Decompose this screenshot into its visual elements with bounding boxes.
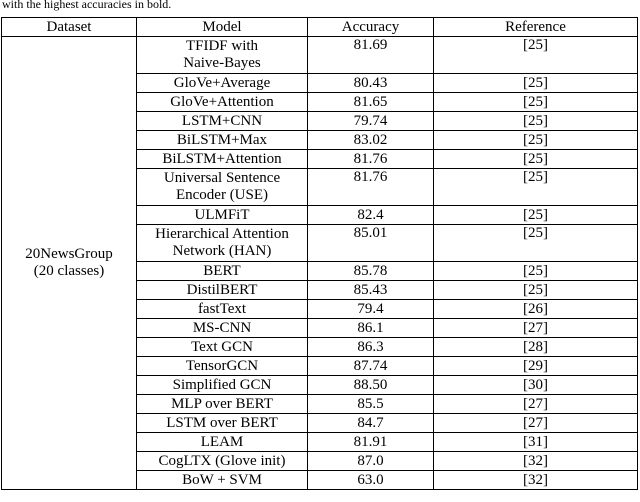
model-cell [137, 357, 308, 376]
reference-cell [434, 262, 638, 281]
model-cell [137, 225, 308, 262]
accuracy-cell [308, 338, 434, 357]
model-name: MLP over BERT [171, 395, 273, 412]
results-table [1, 17, 638, 490]
reference-cell [434, 414, 638, 433]
model-name: LEAM [200, 433, 244, 450]
accuracy-cell [308, 452, 434, 471]
reference-value: [25] [523, 169, 548, 185]
reference-value: [30] [523, 376, 548, 393]
accuracy-value: 81.65 [353, 93, 388, 110]
reference-cell [434, 319, 638, 338]
model-cell [137, 169, 308, 206]
accuracy-cell [308, 225, 434, 262]
accuracy-cell [308, 169, 434, 206]
header-reference: Reference [434, 18, 638, 37]
reference-cell [434, 112, 638, 131]
reference-value: [25] [523, 150, 548, 167]
reference-cell [434, 452, 638, 471]
accuracy-value: 82.4 [357, 206, 384, 223]
accuracy-cell [308, 150, 434, 169]
accuracy-cell [308, 131, 434, 150]
reference-cell [434, 37, 638, 74]
accuracy-value: 81.91 [353, 433, 388, 450]
model-cell [137, 338, 308, 357]
model-cell [137, 74, 308, 93]
model-name: BiLSTM+Attention [162, 150, 282, 167]
model-name: BiLSTM+Max [176, 131, 268, 148]
reference-value: [26] [523, 300, 548, 317]
reference-cell [434, 225, 638, 262]
accuracy-cell [308, 112, 434, 131]
accuracy-value: 84.7 [357, 414, 384, 431]
model-name: ULMFiT [194, 206, 250, 223]
model-name-cont: Encoder (USE) [175, 187, 269, 203]
accuracy-value: 86.1 [357, 319, 384, 336]
accuracy-cell [308, 206, 434, 225]
reference-value: [25] [523, 281, 548, 298]
reference-value: [31] [523, 433, 548, 450]
reference-value: [27] [523, 395, 548, 412]
model-name: TensorGCN [185, 357, 259, 374]
reference-cell [434, 150, 638, 169]
reference-value: [27] [523, 414, 548, 431]
reference-value: [25] [523, 37, 548, 53]
accuracy-cell [308, 262, 434, 281]
dataset-name: 20NewsGroup [25, 246, 113, 262]
model-name: BERT [203, 262, 241, 279]
model-name: Text GCN [191, 338, 253, 355]
model-cell [137, 262, 308, 281]
accuracy-value: 86.3 [357, 338, 384, 355]
model-name: Universal Sentence [163, 170, 281, 186]
model-cell [137, 471, 308, 490]
accuracy-cell [308, 319, 434, 338]
accuracy-value: 81.69 [353, 37, 388, 53]
reference-value: [25] [523, 131, 548, 148]
reference-cell [434, 74, 638, 93]
model-name: TFIDF with [185, 38, 259, 54]
model-name: GloVe+Average [173, 74, 271, 91]
model-name-cont: Network (HAN) [172, 243, 272, 259]
model-name: LSTM+CNN [181, 112, 263, 129]
dataset-cell [2, 37, 137, 490]
model-cell [137, 93, 308, 112]
model-cell [137, 395, 308, 414]
header-row [2, 18, 638, 37]
model-cell [137, 37, 308, 74]
model-name-cont: Naive-Bayes [183, 55, 261, 71]
accuracy-cell [308, 471, 434, 490]
reference-cell [434, 357, 638, 376]
accuracy-value: 85.01 [353, 225, 388, 241]
model-name: Simplified GCN [172, 376, 272, 393]
reference-value: [25] [523, 225, 548, 241]
reference-cell [434, 93, 638, 112]
accuracy-cell [308, 281, 434, 300]
accuracy-value: 81.76 [353, 150, 388, 167]
model-name: MS-CNN [192, 319, 252, 336]
accuracy-cell [308, 93, 434, 112]
model-cell [137, 414, 308, 433]
accuracy-cell [308, 357, 434, 376]
model-cell [137, 131, 308, 150]
header-accuracy: Accuracy [308, 18, 434, 37]
accuracy-cell [308, 395, 434, 414]
accuracy-value: 87.74 [353, 357, 388, 374]
model-cell [137, 452, 308, 471]
reference-value: [25] [523, 74, 548, 91]
accuracy-value: 85.78 [353, 262, 388, 279]
accuracy-cell [308, 414, 434, 433]
model-cell [137, 319, 308, 338]
accuracy-value: 79.4 [357, 300, 384, 317]
table-row [2, 37, 638, 74]
accuracy-value: 83.02 [353, 131, 388, 148]
accuracy-value: 80.43 [353, 74, 388, 91]
reference-value: [32] [523, 471, 548, 488]
reference-cell [434, 395, 638, 414]
accuracy-cell [308, 376, 434, 395]
model-cell [137, 281, 308, 300]
model-cell [137, 112, 308, 131]
reference-value: [27] [523, 319, 548, 336]
model-cell [137, 433, 308, 452]
model-name: BoW + SVM [182, 471, 262, 488]
reference-cell [434, 433, 638, 452]
reference-cell [434, 338, 638, 357]
model-cell [137, 150, 308, 169]
reference-cell [434, 471, 638, 490]
reference-cell [434, 131, 638, 150]
model-name: CogLTX (Glove init) [158, 452, 286, 469]
accuracy-value: 85.43 [353, 281, 388, 298]
model-name: GloVe+Attention [170, 93, 274, 110]
accuracy-value: 81.76 [353, 169, 388, 185]
reference-value: [25] [523, 262, 548, 279]
reference-value: [29] [523, 357, 548, 374]
reference-value: [32] [523, 452, 548, 469]
accuracy-value: 87.0 [357, 452, 384, 469]
header-dataset: Dataset [2, 18, 137, 37]
model-cell [137, 376, 308, 395]
reference-value: [28] [523, 338, 548, 355]
reference-cell [434, 169, 638, 206]
accuracy-value: 88.50 [353, 376, 388, 393]
accuracy-cell [308, 300, 434, 319]
accuracy-value: 63.0 [357, 471, 384, 488]
accuracy-cell [308, 37, 434, 74]
header-model: Model [137, 18, 308, 37]
accuracy-cell [308, 433, 434, 452]
reference-cell [434, 300, 638, 319]
model-name: Hierarchical Attention [155, 226, 289, 242]
accuracy-cell [308, 74, 434, 93]
model-name: fastText [197, 300, 247, 317]
reference-value: [25] [523, 206, 548, 223]
model-name: DistilBERT [186, 281, 258, 298]
reference-cell [434, 376, 638, 395]
dataset-classes: (20 classes) [33, 263, 105, 279]
table-caption: with the highest accuracies in bold. [2, 0, 172, 11]
reference-cell [434, 206, 638, 225]
table-body [2, 37, 638, 490]
model-cell [137, 300, 308, 319]
model-cell [137, 206, 308, 225]
model-name: LSTM over BERT [166, 414, 278, 431]
reference-value: [25] [523, 93, 548, 110]
accuracy-value: 79.74 [353, 112, 388, 129]
accuracy-value: 85.5 [357, 395, 384, 412]
reference-cell [434, 281, 638, 300]
reference-value: [25] [523, 112, 548, 129]
